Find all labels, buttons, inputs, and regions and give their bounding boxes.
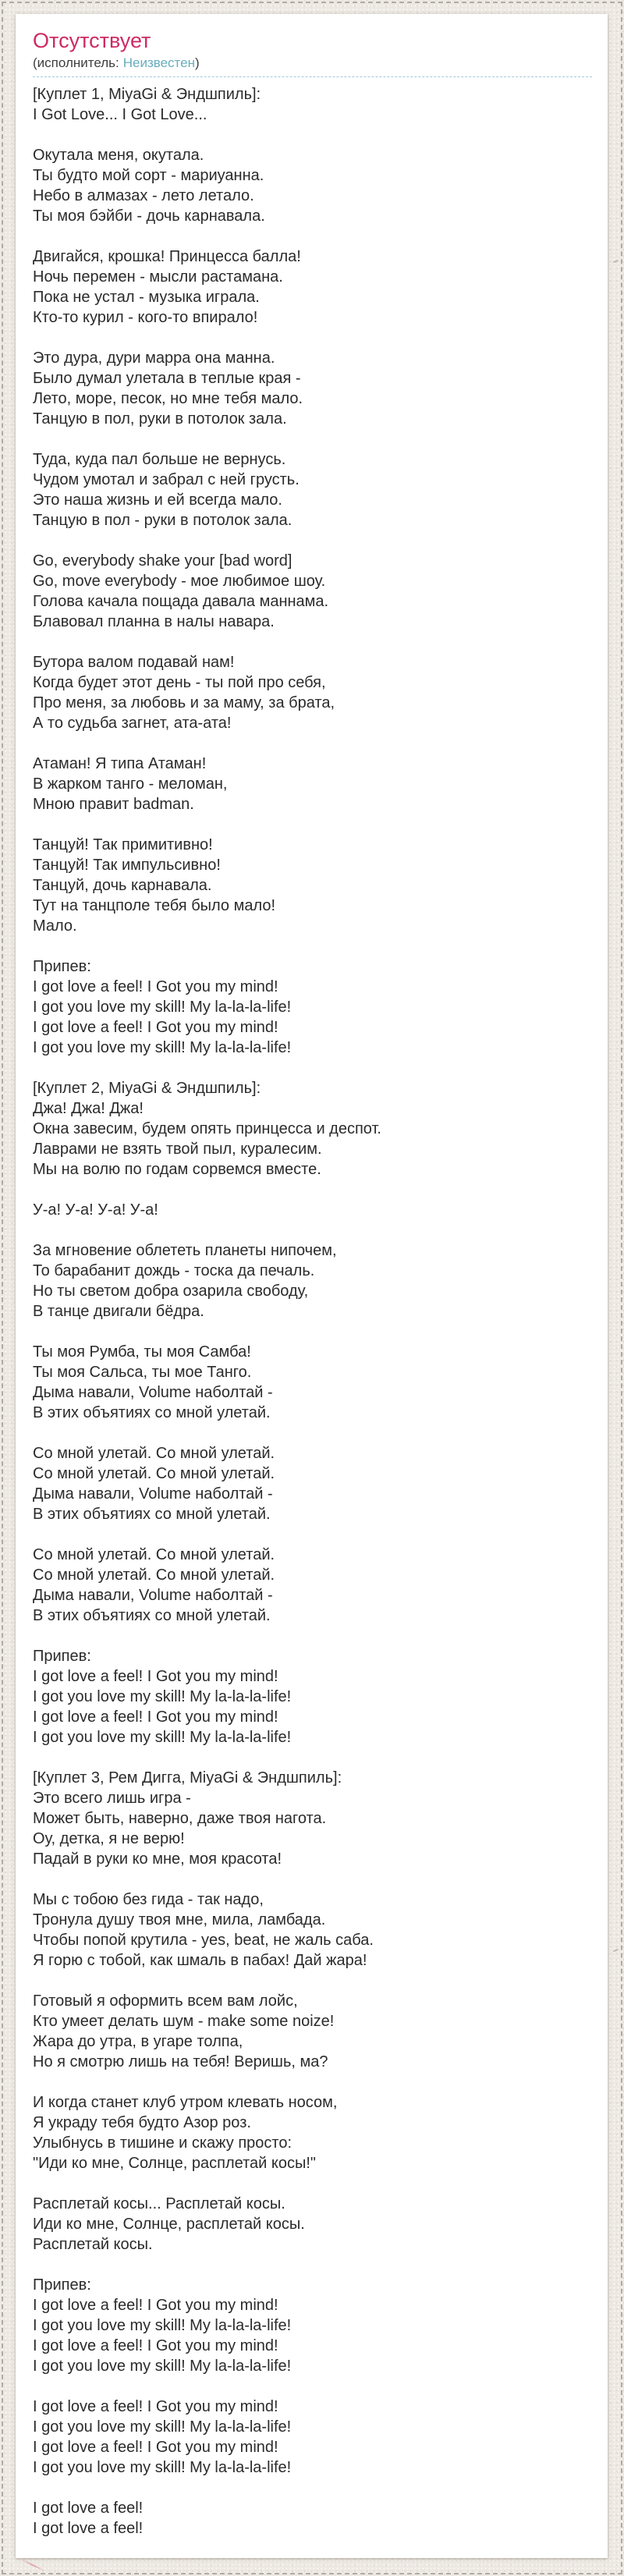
lyrics-stanza: Припев: I got love a feel! I Got you my mind! I got you love my skill! My la-la-la-life! I got love a feel! I Got you my mind! I got you love my skill! My la-la-la-life! xyxy=(33,1648,292,1746)
lyrics-stanza: Со мной улетай. Со мной улетай. Со мной улетай. Со мной улетай. Дыма навали, Volume наболтай - В этих объятиях со мной улетай. xyxy=(33,1546,275,1624)
lyrics-stanza: [Куплет 2, MiyaGi & Эндшпиль]: Джа! Джа! Джа! Окна завесим, будем опять принцесса и деспот. Лаврами не взять твой пыл, куралесим. Мы на волю по годам сорвемся вместе. xyxy=(33,1080,381,1178)
lyrics-stanza: Припев: I got love a feel! I Got you my mind! I got you love my skill! My la-la-la-life! I got love a feel! I Got you my mind! I got you love my skill! My la-la-la-life! xyxy=(33,958,292,1056)
lyrics-stanza: Расплетай косы... Расплетай косы. Иди ко мне, Солнце, расплетай косы. Расплетай косы. xyxy=(33,2195,305,2253)
paper-grain-speck xyxy=(613,260,619,264)
lyrics-stanza: Мы с тобою без гида - так надо, Тронула душу твоя мне, мила, ламбада. Чтобы попой крутила - yes, beat, не жаль саба. Я горю с тобой, как шмаль в пабах! Дай жара! xyxy=(33,1891,374,1969)
lyrics-stanza: Бутора валом подавай нам! Когда будет этот день - ты пой про себя, Про меня, за любовь и за маму, за брата, А то судьба загнет, ата-ата! xyxy=(33,654,335,732)
lyrics-stanza: Атаман! Я типа Атаман! В жарком танго - меломан, Мною правит badman. xyxy=(33,755,228,813)
lyrics-card xyxy=(16,14,608,2558)
lyrics-text xyxy=(33,84,592,2539)
lyrics-stanza: Танцуй! Так примитивно! Танцуй! Так импульсивно! Танцуй, дочь карнавала. Тут на танцполе тебя было мало! Мало. xyxy=(33,836,276,935)
lyrics-stanza: Go, everybody shake your [bad word] Go, move everybody - мое любимое шоу. Голова качала пощада давала маннама. Блавовал планна в налы навара. xyxy=(33,552,329,630)
lyrics-stanza: За мгновение облететь планеты нипочем, То барабанит дождь - тоска да печаль. Но ты светом добра озарила свободу, В танце двигали бёдра. xyxy=(33,1242,337,1320)
lyrics-stanza: И когда станет клуб утром клевать носом, Я украду тебя будто Азор роз. Улыбнусь в тишине и скажу просто: "Иди ко мне, Солнце, расплетай косы!" xyxy=(33,2094,338,2172)
lyrics-stanza: Туда, куда пал больше не вернусь. Чудом умотал и забрал с ней грусть. Это наша жизнь и ей всегда мало. Танцую в пол - руки в потолок зала. xyxy=(33,451,300,529)
lyrics-stanza: [Куплет 3, Рем Дигга, MiyaGi & Эндшпиль]: Это всего лишь игра - Может быть, наверно, даже твоя нагота. Оу, детка, я не верю! Падай в руки ко мне, моя красота! xyxy=(33,1769,342,1868)
lyrics-stanza: I got love a feel! I got love a feel! xyxy=(33,2500,144,2537)
lyrics-stanza: У-а! У-а! У-а! У-а! xyxy=(33,1201,158,1219)
lyrics-stanza: Припев: I got love a feel! I Got you my mind! I got you love my skill! My la-la-la-life! I got love a feel! I Got you my mind! I got you love my skill! My la-la-la-life! xyxy=(33,2276,292,2375)
paper-grain-speck xyxy=(613,1949,619,1953)
lyrics-stanza: Двигайся, крошка! Принцесса балла! Ночь перемен - мысли растамана. Пока не устал - музыка играла. Кто-то курил - кого-то впирало! xyxy=(33,248,301,326)
lyrics-stanza: Со мной улетай. Со мной улетай. Со мной улетай. Со мной улетай. Дыма навали, Volume наболтай - В этих объятиях со мной улетай. xyxy=(33,1445,275,1523)
artist-label: (исполнитель: xyxy=(33,55,119,70)
lyrics-stanza: Это дура, дури марра она манна. Было думал улетала в теплые края - Лето, море, песок, но мне тебя мало. Танцую в пол, руки в потолок зала. xyxy=(33,349,303,428)
lyrics-stanza: I got love a feel! I Got you my mind! I got you love my skill! My la-la-la-life! I got love a feel! I Got you my mind! I got you love my skill! My la-la-la-life! xyxy=(33,2398,292,2476)
lyrics-stanza: Готовый я оформить всем вам лойс, Кто умеет делать шум - make some noize! Жара до утра, в угаре толпа, Но я смотрю лишь на тебя! Веришь, ма? xyxy=(33,1992,335,2070)
artist-close-paren: ) xyxy=(195,55,200,70)
artist-link[interactable]: Неизвестен xyxy=(122,55,195,70)
artist-line xyxy=(33,55,592,77)
song-title: Отсутствует xyxy=(33,29,151,52)
lyrics-stanza: Окутала меня, окутала. Ты будто мой сорт - мариуанна. Небо в алмазах - лето летало. Ты моя бэйби - дочь карнавала. xyxy=(33,147,265,225)
pink-scratch-decoration xyxy=(20,2559,44,2572)
lyrics-stanza: [Куплет 1, MiyaGi & Эндшпиль]: I Got Love... I Got Love... xyxy=(33,86,261,123)
lyrics-stanza: Ты моя Румба, ты моя Самба! Ты моя Сальса, ты мое Танго. Дыма навали, Volume наболтай - В этих объятиях со мной улетай. xyxy=(33,1343,273,1421)
